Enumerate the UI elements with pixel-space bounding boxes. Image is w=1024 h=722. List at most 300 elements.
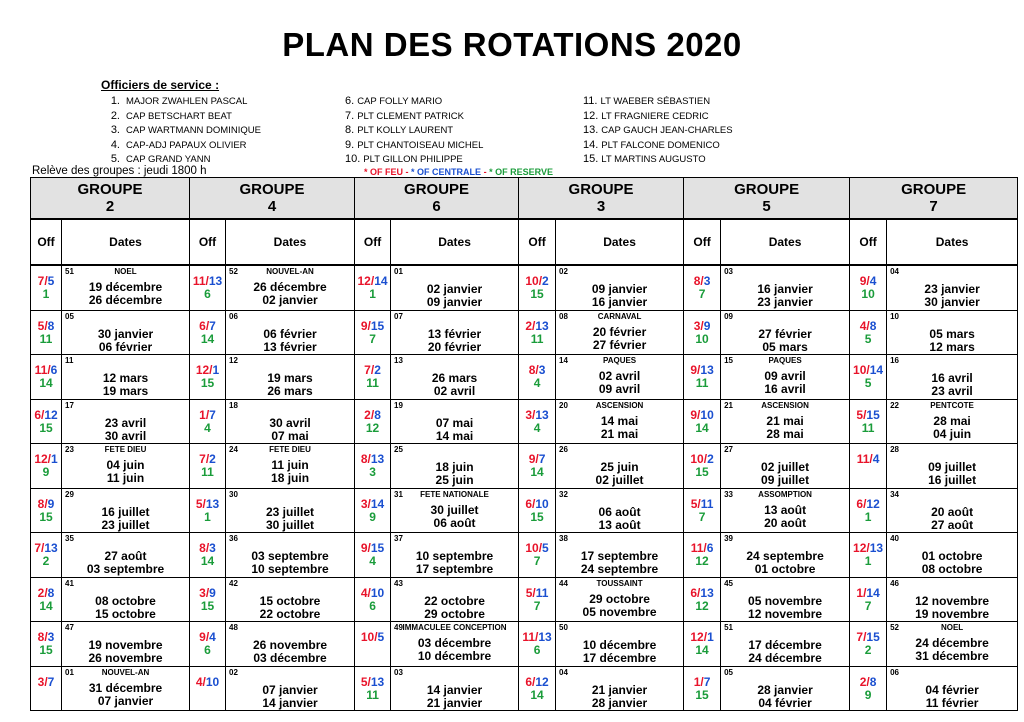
officers-assignment <box>684 409 720 435</box>
officer-reserve: 1 <box>864 554 872 568</box>
officers-assignment <box>190 676 225 689</box>
officer-feu: 10/ <box>690 452 708 466</box>
officers-assignment <box>850 453 886 466</box>
week-number: 52 <box>890 623 899 632</box>
week-number: 47 <box>65 623 74 632</box>
holiday-label: CARNAVAL <box>597 311 642 321</box>
officer-centrale: 9 <box>209 585 216 600</box>
officer-centrale: 4 <box>209 630 216 644</box>
end-date: 19 mars <box>102 384 149 398</box>
officers-cell <box>519 666 556 711</box>
start-date: 26 mars <box>431 371 478 385</box>
end-date: 21 mai <box>600 426 639 441</box>
officers-cell <box>355 444 391 489</box>
holiday-label: PAQUES <box>768 356 802 365</box>
holiday-label: TOUSSAINT <box>596 578 643 588</box>
end-date: 03 septembre <box>86 562 165 576</box>
end-date: 26 mars <box>267 384 313 398</box>
end-date: 01 octobre <box>754 562 816 576</box>
officer-feu: 3/ <box>693 318 704 333</box>
officer-feu: 7/ <box>856 630 867 644</box>
legend-centrale: * OF CENTRALE <box>411 167 482 177</box>
officer-centrale: 3 <box>538 363 546 377</box>
officers-assignment <box>190 498 225 524</box>
dates-cell <box>226 577 355 622</box>
rotation-table-body <box>31 265 1018 711</box>
officer-feu: 9/ <box>199 630 210 644</box>
table-row <box>31 488 1018 533</box>
end-date: 10 décembre <box>417 649 492 663</box>
officer-centrale: 4 <box>872 452 880 466</box>
end-date: 23 juillet <box>101 517 150 532</box>
week-number: 24 <box>229 445 238 454</box>
week-number: 25 <box>394 445 403 454</box>
officer-reserve: 10 <box>861 287 875 301</box>
officers-assignment <box>684 364 720 390</box>
officer-centrale: 8 <box>47 318 55 333</box>
officer-reserve: 4 <box>369 554 376 568</box>
officer-reserve: 14 <box>39 598 53 613</box>
group-number: 3 <box>596 198 606 215</box>
officers-cell <box>684 399 721 444</box>
legend-feu: * OF FEU <box>364 167 404 177</box>
officer-feu: 4/ <box>859 318 870 333</box>
week-number: 04 <box>559 667 568 677</box>
officer-centrale: 12 <box>866 496 880 511</box>
officer-centrale: 14 <box>869 363 884 377</box>
week-number: 18 <box>229 400 238 410</box>
officers-cell <box>31 355 62 400</box>
week-number: 23 <box>65 445 74 454</box>
week-number: 01 <box>394 267 403 276</box>
officer-centrale: 9 <box>47 496 55 511</box>
end-date: 07 mai <box>271 428 309 443</box>
start-date: 26 novembre <box>253 638 328 652</box>
officer-feu: 2/ <box>525 318 536 333</box>
officer-centrale: 8 <box>47 585 55 600</box>
start-date: 21 janvier <box>591 682 648 697</box>
end-date: 12 mars <box>929 339 975 354</box>
officer-number: 3. <box>110 124 120 137</box>
page-title: PLAN DES ROTATIONS 2020 <box>282 26 742 63</box>
officer-feu: 7/ <box>199 452 210 466</box>
officer-centrale: 5 <box>377 630 385 644</box>
officer-feu: 1/ <box>693 674 704 689</box>
start-date: 02 juillet <box>761 460 810 474</box>
officer-name: LT MARTINS AUGUSTO <box>601 154 706 166</box>
officers-cell <box>684 444 721 489</box>
week-number: 32 <box>559 489 568 499</box>
officer-centrale: 13 <box>370 674 385 689</box>
officers-cell <box>850 666 887 711</box>
officers-cell <box>850 265 887 310</box>
group-number: 4 <box>267 198 277 215</box>
officers-assignment <box>519 676 555 702</box>
week-number: 05 <box>65 311 74 321</box>
week-number: 06 <box>890 667 899 677</box>
officer-number: 1. <box>110 95 120 107</box>
start-date: 05 mars <box>929 326 975 341</box>
week-number: 49 <box>394 623 403 632</box>
end-date: 21 janvier <box>426 695 483 710</box>
officer-entry <box>106 109 261 124</box>
officer-feu: 1/ <box>856 585 867 600</box>
officers-assignment <box>355 542 390 568</box>
officer-centrale: 9 <box>703 318 711 333</box>
officers-assignment <box>355 631 390 644</box>
holiday-label: NOEL <box>940 623 964 632</box>
officer-feu: 6/ <box>690 585 701 600</box>
col-header-dates: Dates <box>391 219 519 265</box>
officers-assignment <box>355 676 390 702</box>
dates-cell <box>62 310 190 355</box>
group-header-6 <box>355 178 519 220</box>
end-date: 29 octobre <box>424 606 485 621</box>
officer-reserve: 11 <box>530 331 544 346</box>
officers-assignment <box>684 498 720 524</box>
officers-heading: Officiers de service : <box>101 78 220 92</box>
officer-feu: 10/ <box>360 630 378 644</box>
table-row <box>31 355 1018 400</box>
officer-feu: 9/ <box>690 407 701 422</box>
officer-reserve: 12 <box>695 598 709 613</box>
officers-assignment <box>190 453 225 479</box>
officers-assignment <box>850 275 886 301</box>
officer-centrale: 7 <box>538 452 546 466</box>
officers-cell <box>850 310 887 355</box>
group-number: 2 <box>105 198 115 215</box>
holiday-label: FETE NATIONALE <box>420 489 489 499</box>
end-date: 03 décembre <box>253 651 327 665</box>
officer-reserve: 4 <box>533 420 541 435</box>
dates-cell <box>556 355 684 400</box>
officers-cell <box>355 577 391 622</box>
officer-reserve: 11 <box>695 376 709 390</box>
officer-reserve: 14 <box>39 376 53 390</box>
officers-assignment <box>684 542 720 568</box>
officer-feu: 8/ <box>693 274 704 288</box>
officer-centrale: 14 <box>370 496 385 511</box>
start-date: 30 juillet <box>430 502 479 517</box>
officer-centrale: 8 <box>869 674 877 689</box>
col-header-off: Off <box>684 219 721 265</box>
officer-reserve: 14 <box>695 420 709 435</box>
officers-cell <box>684 355 721 400</box>
end-date: 08 octobre <box>921 562 983 576</box>
officers-cell <box>519 622 556 667</box>
dates-cell <box>556 533 684 578</box>
group-header-row <box>31 178 1018 220</box>
dates-cell <box>721 310 850 355</box>
officer-entry <box>106 94 261 109</box>
officers-cell <box>355 355 391 400</box>
start-date: 18 juin <box>435 460 474 474</box>
officer-feu: 5/ <box>37 318 48 333</box>
officers-cell <box>684 622 721 667</box>
dates-cell <box>391 577 519 622</box>
officer-name: PLT CHANTOISEAU MICHEL <box>357 139 484 151</box>
table-row <box>31 399 1018 444</box>
week-number: 26 <box>559 445 568 454</box>
officer-feu: 4/ <box>360 585 371 600</box>
officer-name: CAP-ADJ PAPAUX OLIVIER <box>126 139 247 151</box>
officer-centrale: 13 <box>205 496 220 511</box>
dates-cell <box>226 622 355 667</box>
officer-centrale: 2 <box>374 363 381 377</box>
officer-reserve: 14 <box>695 643 709 657</box>
start-date: 06 août <box>598 504 641 519</box>
officer-reserve: 3 <box>369 465 376 479</box>
start-date: 28 mai <box>933 413 971 428</box>
dates-cell <box>391 533 519 578</box>
start-date: 19 novembre <box>88 638 163 652</box>
officer-entry <box>583 109 733 124</box>
dates-cell <box>62 399 190 444</box>
dates-cell <box>226 444 355 489</box>
officer-feu: 5/ <box>525 585 536 600</box>
dates-cell <box>556 577 684 622</box>
dates-cell <box>62 533 190 578</box>
col-header-dates: Dates <box>556 219 684 265</box>
week-number: 27 <box>724 445 733 454</box>
start-date: 21 mai <box>766 413 804 428</box>
officer-number: 14. <box>583 138 599 151</box>
officers-cell <box>355 666 391 711</box>
officer-number: 5. <box>110 153 120 166</box>
officer-reserve: 4 <box>533 376 541 390</box>
officer-reserve: 14 <box>200 331 215 346</box>
officer-entry <box>345 123 483 138</box>
officers-cell <box>519 310 556 355</box>
officer-feu: 8/ <box>360 452 371 466</box>
week-number: 12 <box>229 356 238 365</box>
officer-reserve: 7 <box>698 287 706 301</box>
officer-reserve: 1 <box>42 287 50 301</box>
officers-cell <box>519 265 556 310</box>
officer-centrale: 7 <box>47 674 55 689</box>
officers-cell <box>684 666 721 711</box>
officers-cell <box>31 444 62 489</box>
start-date: 19 décembre <box>88 280 163 294</box>
end-date: 15 octobre <box>95 606 156 621</box>
dates-cell <box>226 310 355 355</box>
officers-cell <box>31 533 62 578</box>
group-label: GROUPE <box>404 181 470 198</box>
officer-name: CAP GRAND YANN <box>126 154 211 166</box>
holiday-label: NOUVEL-AN <box>266 267 314 276</box>
end-date: 28 mai <box>766 426 804 441</box>
dates-cell <box>887 533 1018 578</box>
officer-reserve: 15 <box>39 420 53 435</box>
start-date: 10 septembre <box>415 549 494 563</box>
officer-centrale: 3 <box>703 274 711 288</box>
officers-assignment <box>355 498 390 524</box>
officers-cell <box>190 355 226 400</box>
end-date: 14 mai <box>435 428 474 443</box>
officer-centrale: 2 <box>209 452 216 466</box>
end-date: 19 novembre <box>915 606 990 621</box>
week-number: 33 <box>724 489 733 499</box>
officer-reserve: 1 <box>369 287 376 301</box>
week-number: 04 <box>890 267 899 276</box>
holiday-label: PAQUES <box>602 356 637 365</box>
end-date: 17 décembre <box>582 651 657 665</box>
start-date: 24 décembre <box>915 636 989 650</box>
officers-assignment <box>190 409 225 435</box>
officers-assignment <box>355 275 390 301</box>
officer-reserve: 12 <box>365 420 380 435</box>
start-date: 02 avril <box>598 369 641 383</box>
dates-cell <box>721 533 850 578</box>
officers-cell <box>684 488 721 533</box>
start-date: 23 avril <box>104 415 147 430</box>
officer-centrale: 13 <box>535 407 549 422</box>
start-date: 04 juin <box>106 458 145 472</box>
officer-reserve: 15 <box>200 376 215 390</box>
start-date: 23 juillet <box>266 504 315 519</box>
officers-assignment <box>31 409 61 435</box>
officer-centrale: 15 <box>866 407 880 422</box>
week-number: 17 <box>65 400 74 410</box>
officer-feu: 3/ <box>199 585 210 600</box>
dates-cell <box>62 666 190 711</box>
start-date: 27 août <box>104 549 147 563</box>
officer-feu: 6/ <box>525 674 536 689</box>
officers-assignment <box>31 587 61 613</box>
week-number: 38 <box>559 534 568 543</box>
dates-cell <box>721 577 850 622</box>
officers-cell <box>31 577 62 622</box>
officer-feu: 12/ <box>853 541 870 555</box>
week-number: 51 <box>65 267 74 276</box>
start-date: 25 juin <box>600 460 639 474</box>
officers-assignment <box>519 453 555 479</box>
officers-assignment <box>850 498 886 524</box>
dates-cell <box>556 666 684 711</box>
officers-cell <box>684 533 721 578</box>
officer-feu: 6/ <box>199 318 210 333</box>
dates-cell <box>556 622 684 667</box>
officer-feu: 5/ <box>360 674 371 689</box>
officer-number: 2. <box>110 109 120 122</box>
officer-centrale: 5 <box>47 274 55 288</box>
end-date: 30 janvier <box>924 295 980 309</box>
week-number: 43 <box>394 578 403 588</box>
dates-cell <box>887 666 1018 711</box>
officer-centrale: 11 <box>535 585 549 600</box>
holiday-label: IMMACULEE CONCEPTION <box>402 623 507 632</box>
end-date: 24 décembre <box>748 651 822 665</box>
start-date: 17 septembre <box>580 549 659 563</box>
officers-cell <box>31 488 62 533</box>
start-date: 13 août <box>764 502 807 517</box>
legend-separator: - <box>483 167 487 177</box>
legend <box>364 167 553 177</box>
officers-cell <box>355 399 391 444</box>
officers-cell <box>519 577 556 622</box>
officers-cell <box>355 533 391 578</box>
officers-cell <box>31 265 62 310</box>
dates-cell <box>226 265 355 310</box>
end-date: 13 août <box>598 517 641 532</box>
officers-assignment <box>684 587 720 613</box>
officer-centrale: 1 <box>212 363 220 377</box>
start-date: 23 janvier <box>924 282 980 296</box>
officers-assignment <box>190 320 225 346</box>
officer-centrale: 8 <box>374 407 381 422</box>
officer-centrale: 11 <box>700 496 714 511</box>
officer-feu: 5/ <box>690 496 701 511</box>
officers-cell <box>850 488 887 533</box>
dates-cell <box>391 488 519 533</box>
officer-feu: 2/ <box>859 674 870 689</box>
officer-reserve: 5 <box>864 376 872 390</box>
dates-cell <box>391 399 519 444</box>
table-row <box>31 577 1018 622</box>
start-date: 19 mars <box>267 371 313 385</box>
officer-centrale: 6 <box>50 363 58 377</box>
officer-centrale: 7 <box>703 674 711 689</box>
table-row <box>31 444 1018 489</box>
week-number: 35 <box>65 534 74 543</box>
officer-feu: 11/ <box>856 452 873 466</box>
officer-centrale: 3 <box>209 541 216 555</box>
officer-reserve: 7 <box>533 598 541 613</box>
officers-column-1 <box>106 94 261 167</box>
end-date: 20 février <box>427 339 482 354</box>
start-date: 20 février <box>592 324 647 339</box>
officers-assignment <box>31 631 61 657</box>
start-date: 14 mai <box>600 413 639 428</box>
officer-feu: 7/ <box>34 541 45 555</box>
dates-cell <box>226 355 355 400</box>
officers-assignment <box>31 676 61 689</box>
start-date: 12 mars <box>102 371 149 385</box>
legend-reserve: * OF RESERVE <box>489 167 553 177</box>
rotation-table <box>30 177 1018 711</box>
officer-reserve: 4 <box>204 420 211 435</box>
officer-centrale: 13 <box>700 363 714 377</box>
officer-centrale: 8 <box>869 318 877 333</box>
legend-separator: - <box>405 167 409 177</box>
week-number: 03 <box>724 267 733 276</box>
end-date: 27 février <box>592 337 647 352</box>
dates-cell <box>887 577 1018 622</box>
week-number: 29 <box>65 489 74 499</box>
officer-feu: 8/ <box>528 363 539 377</box>
officers-assignment <box>31 275 61 301</box>
officer-reserve: 6 <box>204 287 211 301</box>
dates-cell <box>62 265 190 310</box>
start-date: 26 décembre <box>253 280 327 294</box>
officer-centrale: 12 <box>535 674 549 689</box>
officer-name: MAJOR ZWAHLEN PASCAL <box>126 96 248 107</box>
end-date: 24 septembre <box>580 562 659 576</box>
dates-cell <box>62 622 190 667</box>
officers-assignment <box>355 409 390 435</box>
week-number: 01 <box>65 667 74 677</box>
officers-assignment <box>850 631 886 657</box>
officer-feu: 12/ <box>195 363 213 377</box>
officer-reserve: 14 <box>530 687 544 702</box>
officer-feu: 11/ <box>522 630 539 644</box>
end-date: 27 août <box>931 517 974 532</box>
officer-reserve: 15 <box>530 509 544 524</box>
officer-feu: 8/ <box>37 496 48 511</box>
officer-feu: 10/ <box>525 274 543 288</box>
dates-cell <box>556 265 684 310</box>
dates-cell <box>721 265 850 310</box>
